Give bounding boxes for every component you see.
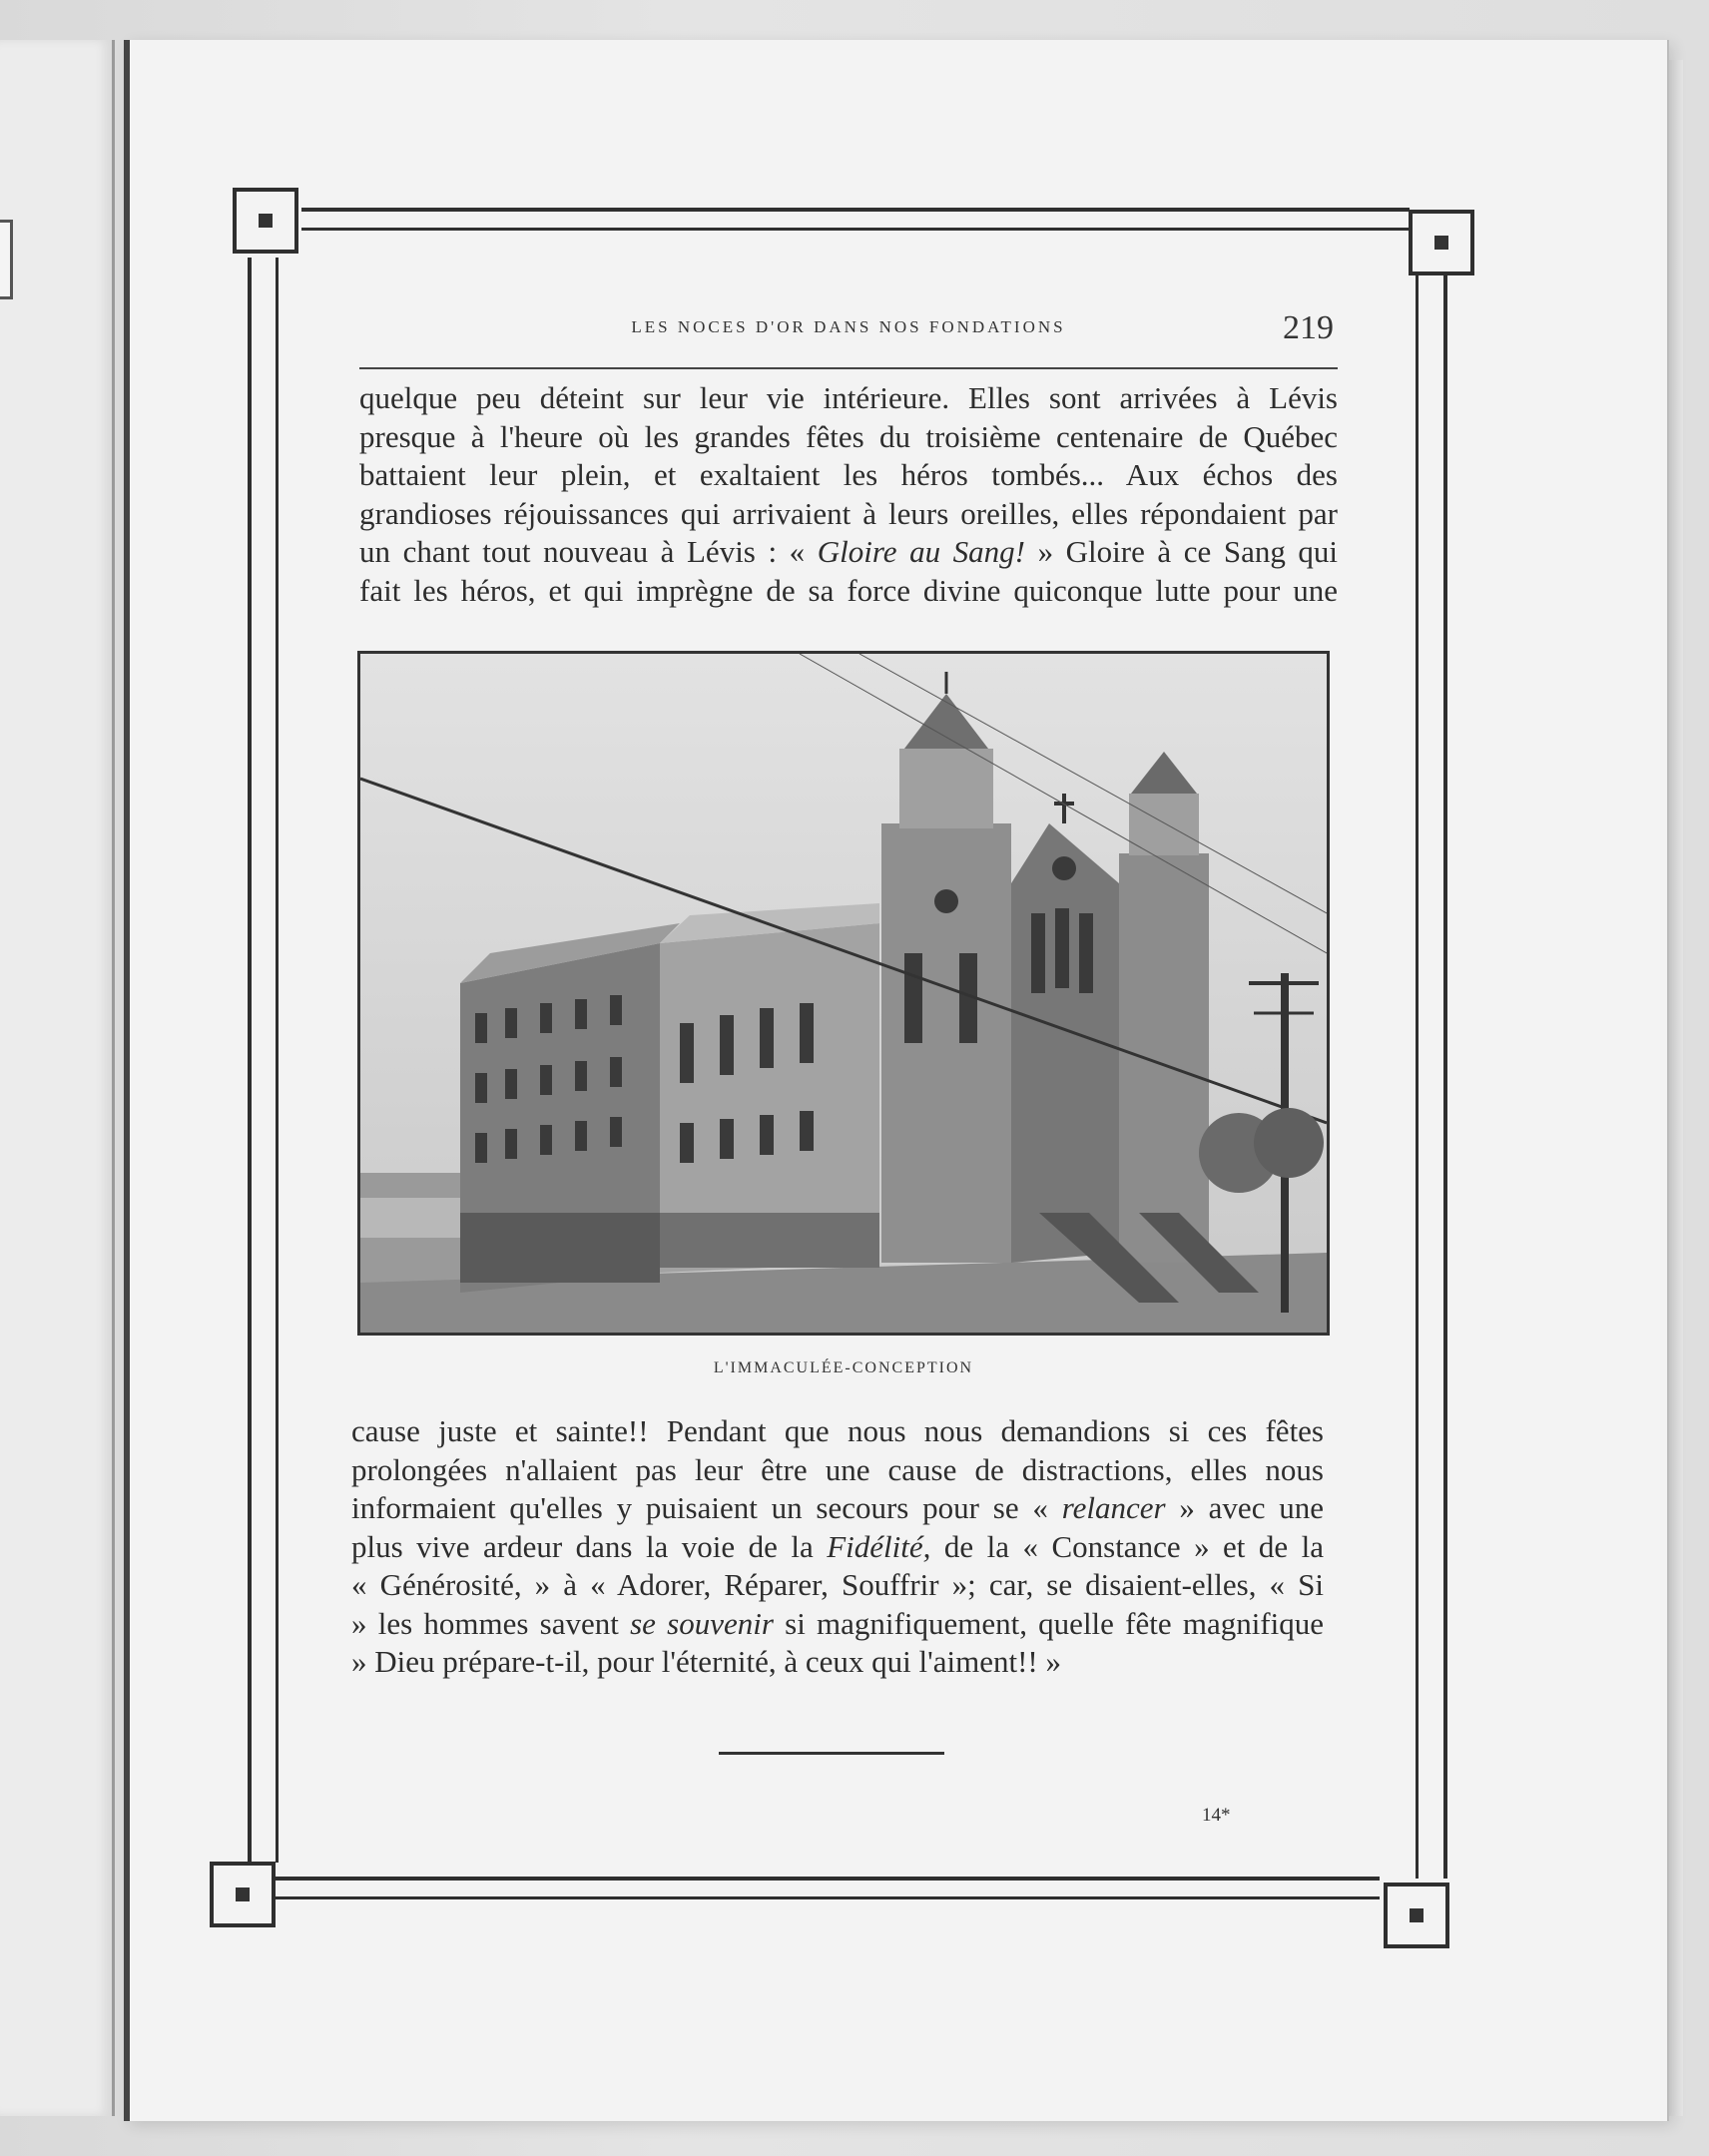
italic-phrase: Fidélité, (827, 1528, 931, 1564)
text-fragment: si magnifiquement, quelle fête magnifique (785, 1605, 1325, 1641)
text-line (351, 1605, 1324, 1644)
closing-rule (719, 1752, 944, 1755)
text-fragment: de la « Constance » et de la (943, 1528, 1324, 1564)
text-line: presque à l'heure où les grandes fêtes du troisième centenaire de Québec (359, 418, 1338, 454)
frame-corner-ornament (1384, 1883, 1449, 1948)
text-line: battaient leur plein, et exaltaient les héros tombés... Aux échos des (359, 457, 1338, 492)
italic-phrase: se souvenir (630, 1605, 774, 1641)
text-line: » Dieu prépare-t-il, pour l'éternité, à ceux qui l'aiment!! » (351, 1644, 1061, 1679)
text-line: quelque peu déteint sur leur vie intérieure. Elles sont arrivées à Lévis (359, 380, 1338, 415)
text-fragment: informaient qu'elles y puisaient un secours pour se « (351, 1490, 1048, 1525)
paragraph-top (359, 379, 1338, 610)
signature-mark: 14* (1202, 1805, 1231, 1826)
text-fragment: » Gloire à ce Sang qui (1037, 534, 1339, 569)
text-fragment: » les hommes savent (351, 1605, 619, 1641)
italic-phrase: Gloire au Sang! (817, 534, 1025, 569)
text-line: « Générosité, » à « Adorer, Réparer, Souffrir »; car, se disaient-elles, « Si (351, 1567, 1324, 1602)
page-number: 219 (1283, 309, 1334, 346)
italic-phrase: relancer (1061, 1490, 1166, 1525)
text-line: prolongées n'allaient pas leur être une cause de distractions, elles nous (351, 1451, 1324, 1487)
text-line: fait les héros, et qui imprègne de sa force divine quiconque lutte pour une (359, 572, 1338, 608)
text-fragment: » avec une (1179, 1490, 1325, 1525)
frame-corner-ornament (1409, 210, 1474, 275)
running-head: LES NOCES D'OR DANS NOS FONDATIONS (631, 317, 1066, 336)
text-fragment: plus vive ardeur dans la voie de la (351, 1528, 814, 1564)
header-rule (359, 367, 1338, 369)
frame-corner-ornament (210, 1862, 276, 1927)
text-line: cause juste et sainte!! Pendant que nous nous demandions si ces fêtes (351, 1413, 1324, 1448)
text-line (351, 1489, 1324, 1528)
frame-corner-ornament (233, 188, 298, 254)
text-line (351, 1528, 1324, 1567)
text-line: grandioses réjouissances qui arrivaient à leurs oreilles, elles répondaient par (359, 495, 1338, 531)
text-fragment: un chant tout nouveau à Lévis : « (359, 534, 806, 569)
photo-caption: L'IMMACULÉE-CONCEPTION (713, 1359, 974, 1376)
left-page-edge (0, 40, 115, 2116)
paragraph-bottom (351, 1412, 1324, 1682)
left-page-frame-fragment (0, 220, 13, 299)
text-line (359, 533, 1338, 572)
church-photograph (357, 651, 1330, 1336)
